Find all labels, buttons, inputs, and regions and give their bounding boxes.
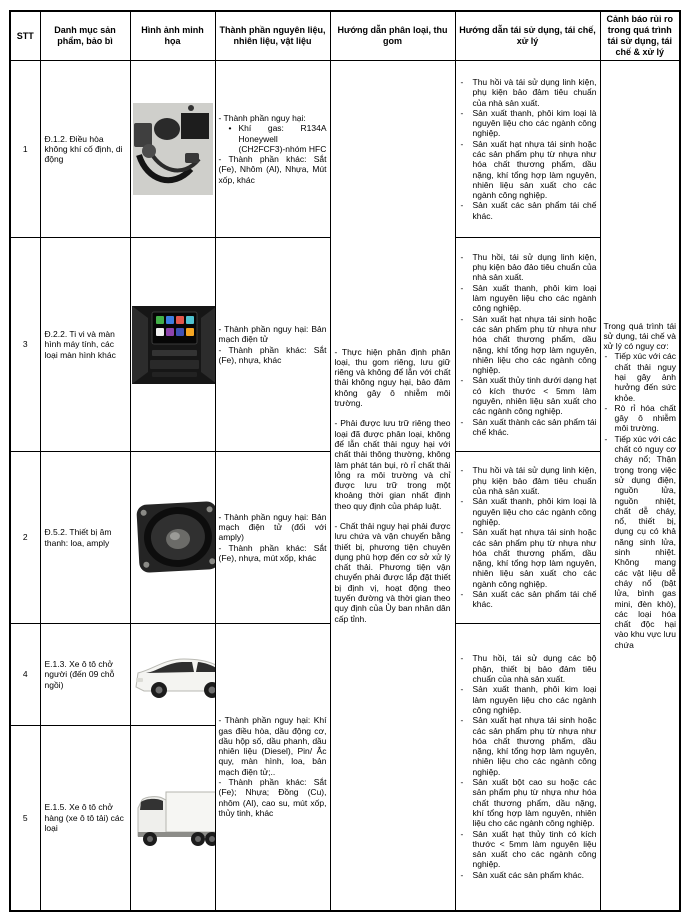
- recycling-item: - Thu hồi, tái sử dụng linh kiện, phụ kiện bảo đảo tiêu chuẩn của nhà sản xuất.: [459, 252, 597, 283]
- waste-classification-table: [9, 10, 681, 912]
- collection-guide-paragraph: - Chất thải nguy hại phải được lưu chứa và vận chuyển bằng thiết bị, phương tiện chuyên dụng phù hợp đến cơ sở xử lý chất thải. Phương tiện vận chuyển phải được lắp đặt thiết bị định vị, hoạt động theo tuyến đường và thời gian theo quy định của Ủy ban nhân dân cấp tỉnh.: [334, 520, 451, 624]
- composition-cell-4-5: [215, 624, 330, 911]
- composition-cell-1: [215, 61, 330, 238]
- recycling-item: - Sản xuất các sản phẩm tái chế khác.: [459, 200, 597, 221]
- recycling-item: - Sản xuất hạt nhựa tái sinh hoặc các sản phẩm phụ từ nhựa như hóa chất thương phẩm, dầu nặng, khí tổng hợp làm nguyên, nhiên liệu cho các ngành công nghiệp.: [459, 314, 597, 376]
- risk-warning-item: - Tiếp xúc với các chất có nguy cơ cháy nổ; Thận trọng trong việc sử dụng điện, nguồn lửa, nguồn nhiệt, chất dễ cháy, nổ, thiết bị, dụng cụ có khả năng sinh lửa, sinh nhiệt. Không mang các vật liệu dễ cháy nổ (bật lửa, bình gas mini, đèn khò), các loại hóa chất độc hại vào khu vực lưu chứa: [604, 434, 677, 650]
- table-row-1: [10, 61, 680, 238]
- category-cell-4: E.1.3. Xe ô tô chở người (đến 09 chỗ ngồi): [40, 624, 130, 726]
- recycling-item: - Thu hồi và tái sử dụng linh kiện, phụ kiện bảo đảm tiêu chuẩn của nhà sản xuất.: [459, 77, 597, 108]
- recycling-item: - Sản xuất hạt nhựa tái sinh hoặc các sản phẩm phụ từ nhựa như hóa chất thương phẩm, dầu nặng, khí tổng hợp làm nguyên, nhiên liệu cho các ngành công nghiệp.: [459, 715, 597, 777]
- recycling-item: - Thu hồi, tái sử dụng các bộ phận, thiết bị bảo đảm tiêu chuẩn của nhà sản xuất.: [459, 653, 597, 684]
- risk-warning-item: - Rò rỉ hóa chất gây ô nhiễm môi trường.: [604, 403, 677, 434]
- composition-line: - Thành phần nguy hại:: [218, 112, 306, 123]
- col-header-composition: Thành phần nguyên liệu, nhiên liệu, vật liệu: [215, 11, 330, 61]
- category-cell-2: Đ.2.2. Ti vi và màn hình máy tính, các loại màn hình khác: [40, 238, 130, 452]
- composition-line: - Thành phần khác: Sắt (Fe), Nhôm (Al), Nhựa, Mút xốp, khác: [218, 154, 327, 185]
- recycling-item: - Sản xuất các sản phẩm khác.: [459, 870, 597, 880]
- photo-cell-5: [130, 726, 215, 911]
- composition-line: - Thành phần khác: Sắt (Fe), nhựa, mút xốp, khác: [218, 542, 327, 563]
- recycling-item: - Sản xuất thủy tinh dưới dạng hạt có kích thước < 5mm làm nguyên, nhiên liệu sản xuất cho các ngành công nghiệp.: [459, 375, 597, 416]
- composition-line: - Thành phần khác: Sắt (Fe), nhựa, khác: [218, 344, 327, 365]
- composition-line: - Thành phần nguy hại: Bản mạch điện tử (đối với amply): [218, 511, 327, 543]
- stt-cell-4: 4: [10, 624, 40, 726]
- table-header-row: [10, 11, 680, 61]
- recycling-cell-3: [455, 452, 600, 624]
- speaker-photo: [132, 500, 216, 576]
- composition-cell-2: [215, 238, 330, 452]
- col-header-recycling-guide: Hướng dẫn tái sử dụng, tái chế, xử lý: [455, 11, 600, 61]
- risk-warning-item: - Tiếp xúc với các chất thải nguy hại gây ảnh hưởng đến sức khỏe.: [604, 351, 677, 402]
- recycling-item: - Sản xuất bột cao su hoặc các sản phẩm phụ từ nhựa như hóa chất thương phẩm, dầu nặng, khí tổng hợp làm nguyên, nhiên liệu cho các ngành công nghiệp.: [459, 777, 597, 828]
- recycling-item: - Sản xuất hạt thủy tinh có kích thước < 5mm làm nguyên liệu sản xuất cho các ngành công nghiệp.: [459, 829, 597, 870]
- box-truck-photo: [132, 786, 216, 850]
- recycling-item: - Sản xuất thanh, phôi kim loại là nguyên liệu cho các ngành công nghiệp.: [459, 496, 597, 527]
- collection-guide-paragraph: - Phải được lưu trữ riêng theo loại đã được phân loại, không để lẫn chất thải nguy hại với chất thải thông thường, không làm phát tán bụi, rò rỉ chất thải lỏng ra môi trường và chỉ được lưu trữ trong một khoảng thời gian nhất định theo quy định của pháp luật.: [334, 418, 451, 511]
- air-conditioner-parts-photo: [133, 103, 213, 195]
- collection-guide-paragraph: - Thực hiện phân định phân loại, thu gom riêng, lưu giữ riêng và không để lẫn với chất thải không nguy hại, bảo đảm không gây ô nhiễm môi trường.: [334, 346, 451, 409]
- recycling-item: - Sản xuất thanh, phôi kim loại làm nguyên liệu cho các ngành công nghiệp.: [459, 684, 597, 715]
- suv-car-photo: [132, 647, 216, 703]
- recycling-item: - Sản xuất hạt nhựa tái sinh hoặc các sản phẩm phụ từ nhựa như hóa chất thương phẩm, dầu nặng, khí tổng hợp làm nguyên, nhiên liệu sản xuất cho các ngành công nghiệp.: [459, 527, 597, 589]
- category-cell-5: E.1.5. Xe ô tô chở hàng (xe ô tô tải) các loại: [40, 726, 130, 911]
- photo-cell-3: [130, 452, 215, 624]
- composition-line: - Thành phần nguy hại: Khí gas điều hòa, dầu động cơ, dầu hộp số, dầu phanh, dầu nhiên liệu (Diesel), Pin/ Ắc quy, màn hình, loa, bản mạch điện tử;..: [218, 715, 327, 777]
- recycling-cell-4-5: [455, 624, 600, 911]
- recycling-item: - Sản xuất hạt nhựa tái sinh hoặc các sản phẩm phụ từ nhựa như hóa chất thương phẩm, dầu nặng, khí tổng hợp làm nguyên, nhiên liệu sản xuất cho các ngành công nghiệp.: [459, 139, 597, 201]
- stt-cell-5: 5: [10, 726, 40, 911]
- composition-line: - Thành phần khác: Sắt (Fe); Nhựa; Đồng (Cu), nhôm (Al), cao su, mút xốp, thủy tinh, khác: [218, 777, 327, 818]
- composition-bullet: • Khí gas: R134A Honeywell (CH2FCF3)-nhóm HFC: [219, 123, 327, 154]
- composition-cell-3: [215, 452, 330, 624]
- risk-warning-cell: [600, 61, 680, 911]
- composition-line: - Thành phần nguy hại: Bản mạch điện tử: [218, 323, 327, 345]
- photo-cell-1: [130, 61, 215, 238]
- car-infotainment-screen-photo: [132, 306, 216, 384]
- photo-cell-4: [130, 624, 215, 726]
- stt-cell-1: 1: [10, 61, 40, 238]
- risk-warning-intro: Trong quá trình tái sử dụng, tái chế và xử lý có nguy cơ:: [603, 320, 676, 352]
- col-header-photo: Hình ảnh minh họa: [130, 11, 215, 61]
- col-header-collection-guide: Hướng dẫn phân loại, thu gom: [330, 11, 455, 61]
- recycling-item: - Thu hồi và tái sử dụng linh kiện, phụ kiện bảo đảm tiêu chuẩn của nhà sản xuất.: [459, 465, 597, 496]
- recycling-item: - Sản xuất thanh, phôi kim loại là nguyên liệu cho các ngành công nghiệp.: [459, 108, 597, 139]
- stt-cell-2: 3: [10, 238, 40, 452]
- recycling-item: - Sản xuất thành các sản phẩm tái chế khác.: [459, 417, 597, 438]
- collection-guide-cell: [330, 61, 455, 911]
- col-header-category: Danh mục sản phẩm, bảo bì: [40, 11, 130, 61]
- recycling-item: - Sản xuất thanh, phôi kim loại làm nguyên liệu cho các ngành công nghiệp.: [459, 283, 597, 314]
- col-header-risk-warning: Cảnh báo rủi ro trong quá trình tái sử dụng, tái chế & xử lý: [600, 11, 680, 61]
- category-cell-1: Đ.1.2. Điều hòa không khí cố định, di động: [40, 61, 130, 238]
- col-header-stt: STT: [10, 11, 40, 61]
- recycling-item: - Sản xuất các sản phẩm tái chế khác.: [459, 589, 597, 610]
- recycling-cell-1: [455, 61, 600, 238]
- recycling-cell-2: [455, 238, 600, 452]
- stt-cell-3: 2: [10, 452, 40, 624]
- category-cell-3: Đ.5.2. Thiết bị âm thanh: loa, amply: [40, 452, 130, 624]
- photo-cell-2: [130, 238, 215, 452]
